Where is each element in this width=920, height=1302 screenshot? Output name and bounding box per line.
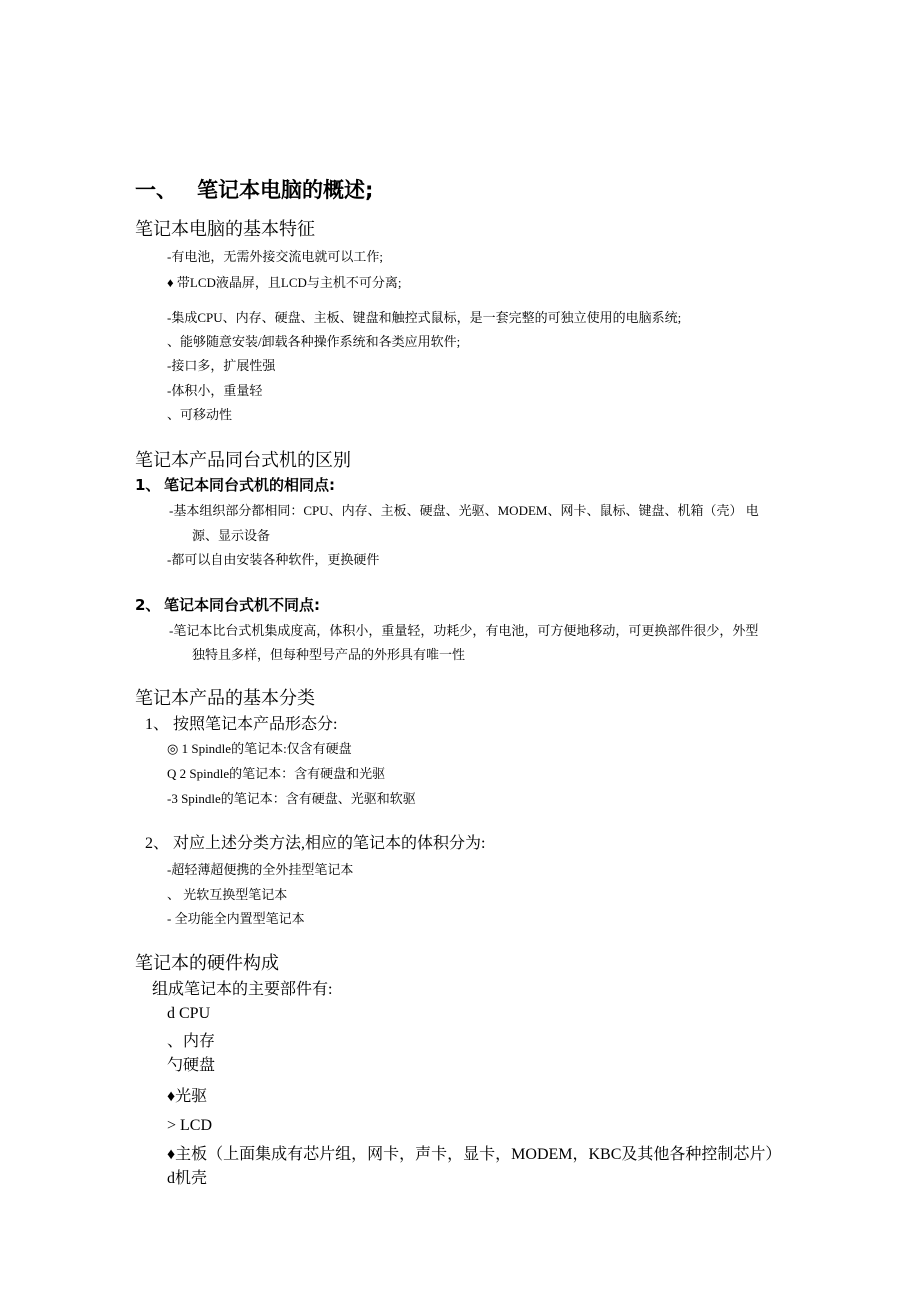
list-item: > LCD xyxy=(167,1117,213,1134)
list-item-continuation: 源、显示设备 xyxy=(192,528,271,543)
section-heading-classification: 笔记本产品的基本分类 xyxy=(135,688,315,709)
list-item: ◎ 1 Spindle的笔记本:仅含有硬盘 xyxy=(167,741,352,756)
list-item: d机壳 xyxy=(167,1170,208,1187)
list-item: -3 Spindle的笔记本：含有硬盘、光驱和软驱 xyxy=(167,791,416,806)
subheading-volume: 2、 对应上述分类方法,相应的笔记本的体积分为: xyxy=(145,835,486,852)
subheading-differences: 笔记本同台式机不同点: xyxy=(164,596,320,614)
list-item: 、 光软互换型笔记本 xyxy=(167,887,288,902)
subheading-number: 1、 xyxy=(135,476,161,494)
list-item: -集成CPU、内存、硬盘、主板、键盘和触控式鼠标，是一套完整的可独立使用的电脑系统; xyxy=(167,310,682,325)
list-item-continuation: 独特且多样，但每种型号产品的外形具有唯一性 xyxy=(192,647,466,662)
list-item: -接口多，扩展性强 xyxy=(167,358,276,373)
list-item: -超轻薄超便携的全外挂型笔记本 xyxy=(167,862,354,877)
list-item: ♦主板（上面集成有芯片组，网卡，声卡，显卡，MODEM，KBC及其他各种控制芯片） xyxy=(167,1146,782,1163)
chapter-title: 笔记本电脑的概述; xyxy=(197,178,374,202)
subheading-similarities: 笔记本同台式机的相同点: xyxy=(164,476,335,494)
list-item: - 全功能全内置型笔记本 xyxy=(167,911,305,926)
subheading-form-factor: 1、 按照笔记本产品形态分: xyxy=(145,716,338,733)
list-item: 、可移动性 xyxy=(167,407,233,422)
section-heading-features: 笔记本电脑的基本特征 xyxy=(135,219,315,240)
list-item: d CPU xyxy=(167,1005,211,1022)
list-item: Q 2 Spindle的笔记本：含有硬盘和光驱 xyxy=(167,766,386,781)
list-item: 、能够随意安装/卸载各种操作系统和各类应用软件; xyxy=(167,334,461,349)
list-item: -笔记本比台式机集成度高，体积小，重量轻，功耗少，有电池，可方便地移动，可更换部件很少，外型 xyxy=(169,623,759,638)
list-item: -都可以自由安装各种软件，更换硬件 xyxy=(167,552,380,567)
list-item: 勺硬盘 xyxy=(167,1057,216,1074)
list-item: -有电池，无需外接交流电就可以工作; xyxy=(167,249,383,264)
subheading-number: 2、 xyxy=(135,596,161,614)
list-item: 、内存 xyxy=(167,1033,216,1050)
list-item: -基本组织部分都相同：CPU、内存、主板、硬盘、光驱、MODEM、网卡、鼠标、键盘、机箱（壳） 电 xyxy=(169,503,759,518)
hardware-intro: 组成笔记本的主要部件有: xyxy=(152,981,333,998)
list-item: ♦ 带LCD液晶屏，且LCD与主机不可分离; xyxy=(167,275,402,290)
chapter-number: 一、 xyxy=(135,178,177,202)
list-item: -体积小，重量轻 xyxy=(167,383,263,398)
section-heading-hardware: 笔记本的硬件构成 xyxy=(135,953,279,974)
section-heading-differences: 笔记本产品同台式机的区别 xyxy=(135,450,351,471)
list-item: ♦光驱 xyxy=(167,1088,208,1105)
